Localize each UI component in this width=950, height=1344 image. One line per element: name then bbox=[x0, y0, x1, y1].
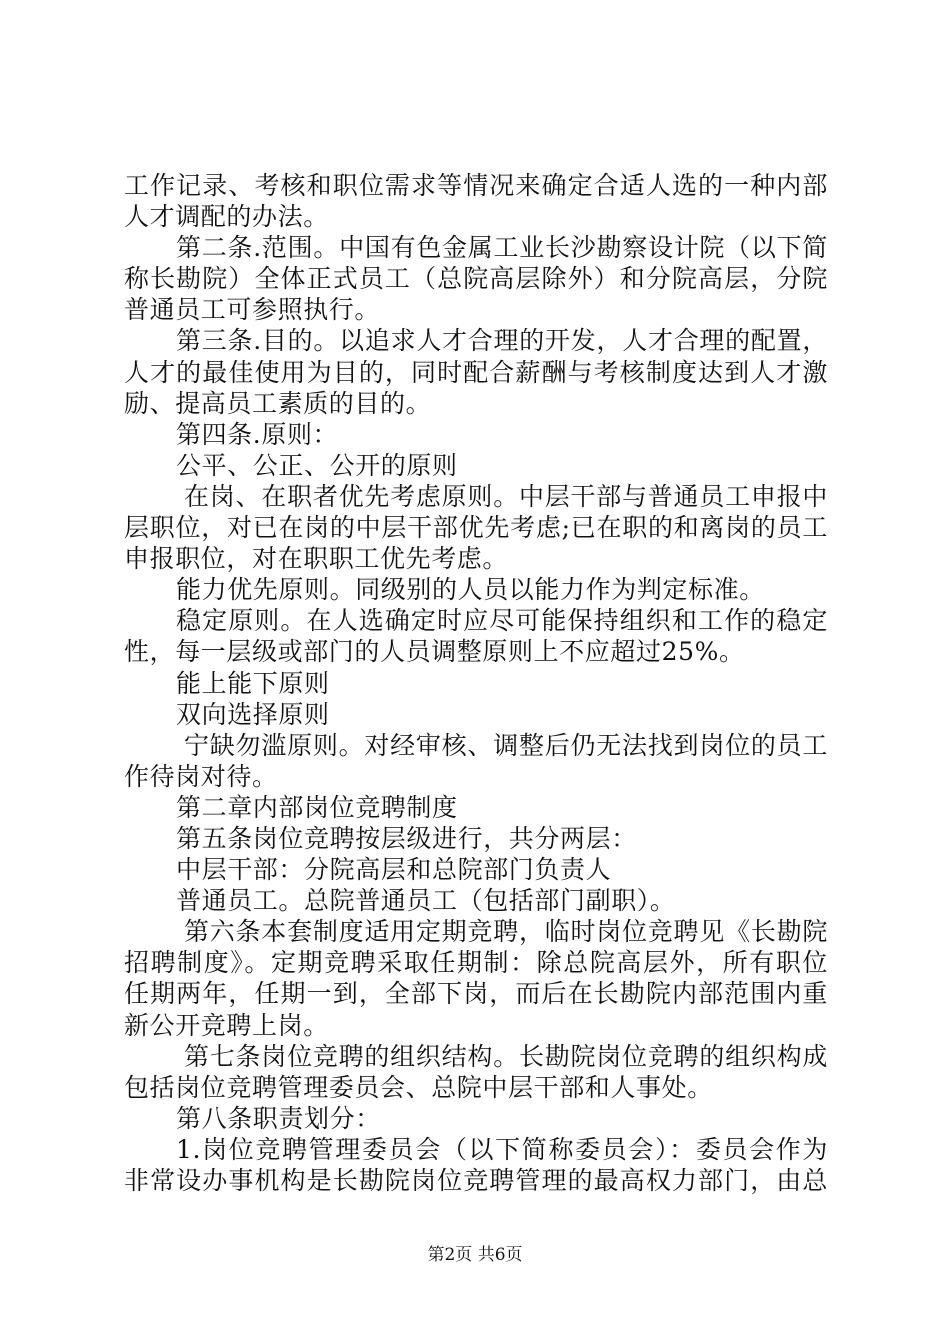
text-line: 人才的最佳使用为目的，同时配合薪酬与考核制度达到人才激 bbox=[124, 357, 828, 387]
text-line: 层职位，对已在岗的中层干部优先考虑;已在职的和离岗的员工 bbox=[124, 513, 828, 543]
text-line: 公平、公正、公开的原则 bbox=[176, 450, 458, 480]
text-line: 第四条.原则： bbox=[176, 419, 339, 449]
text-line: 性，每一层级或部门的人员调整原则上不应超过25%。 bbox=[124, 637, 745, 667]
text-line: 第二章内部岗位竞聘制度 bbox=[176, 792, 458, 822]
text-line: 任期两年，任期一到，全部下岗，而后在长勘院内部范围内重 bbox=[124, 979, 828, 1009]
text-line: 第六条本套制度适用定期竞聘，临时岗位竞聘见《长勘院 bbox=[184, 917, 828, 947]
text-line: 双向选择原则 bbox=[176, 699, 330, 729]
text-line: 普通员工。总院普通员工（包括部门副职）。 bbox=[176, 886, 676, 916]
text-line: 称长勘院）全体正式员工（总院高层除外）和分院高层，分院 bbox=[124, 264, 828, 294]
text-line: 第二条.范围。中国有色金属工业长沙勘察设计院（以下简 bbox=[176, 233, 828, 263]
body-text bbox=[124, 170, 828, 1196]
text-line: 在岗、在职者优先考虑原则。中层干部与普通员工申报中 bbox=[184, 481, 828, 511]
text-line: 1.岗位竞聘管理委员会（以下简称委员会）：委员会作为 bbox=[176, 1134, 828, 1164]
text-line: 第三条.目的。以追求人才合理的开发，人才合理的配置， bbox=[176, 326, 828, 356]
text-line: 中层干部：分院高层和总院部门负责人 bbox=[176, 855, 612, 885]
text-line: 第七条岗位竞聘的组织结构。长勘院岗位竞聘的组织构成 bbox=[184, 1041, 828, 1071]
text-line: 新公开竞聘上岗。 bbox=[124, 1010, 329, 1040]
text-line: 招聘制度》。定期竞聘采取任期制：除总院高层外，所有职位 bbox=[124, 948, 828, 978]
text-line: 作待岗对待。 bbox=[124, 761, 278, 791]
text-line: 非常设办事机构是长勘院岗位竞聘管理的最高权力部门，由总 bbox=[124, 1166, 828, 1195]
text-line: 能上能下原则 bbox=[176, 668, 330, 698]
text-line: 能力优先原则。同级别的人员以能力作为判定标准。 bbox=[176, 575, 765, 605]
page-footer: 第2页 共6页 bbox=[427, 1245, 523, 1265]
text-line: 人才调配的办法。 bbox=[124, 202, 329, 232]
text-line: 普通员工可参照执行。 bbox=[124, 295, 381, 325]
text-line: 第五条岗位竞聘按层级进行，共分两层： bbox=[176, 823, 637, 853]
text-line: 励、提高员工素质的目的。 bbox=[124, 388, 432, 418]
text-line: 工作记录、考核和职位需求等情况来确定合适人选的一种内部 bbox=[124, 171, 828, 200]
text-line: 第八条职责划分： bbox=[176, 1103, 381, 1133]
text-line: 稳定原则。在人选确定时应尽可能保持组织和工作的稳定 bbox=[176, 606, 828, 636]
text-line: 宁缺勿滥原则。对经审核、调整后仍无法找到岗位的员工 bbox=[184, 730, 828, 760]
text-line: 申报职位，对在职职工优先考虑。 bbox=[124, 544, 509, 574]
text-line: 包括岗位竞聘管理委员会、总院中层干部和人事处。 bbox=[124, 1072, 713, 1102]
